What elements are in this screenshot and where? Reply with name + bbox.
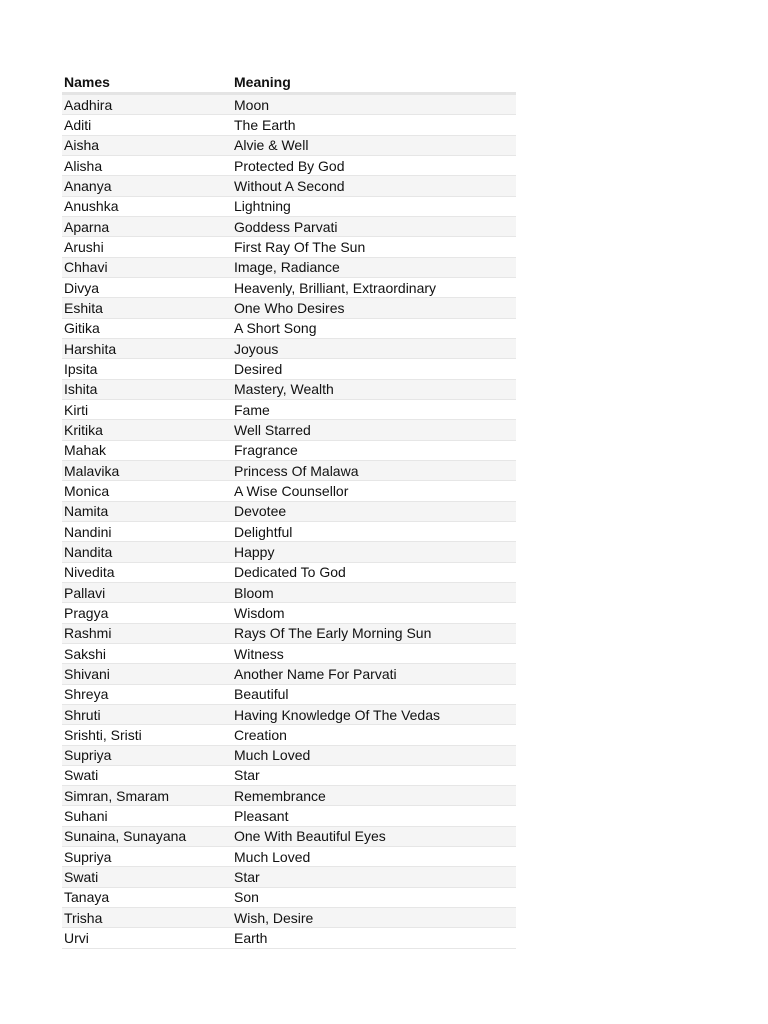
- name-cell: Swati: [64, 869, 99, 886]
- name-cell: Gitika: [64, 320, 100, 337]
- table-row: [62, 847, 516, 867]
- meaning-cell: A Wise Counsellor: [234, 482, 349, 499]
- name-cell: Eshita: [64, 299, 103, 316]
- name-cell: Shruti: [64, 706, 101, 723]
- table-row: [62, 217, 516, 237]
- meaning-cell: Devotee: [234, 503, 287, 520]
- table-row: [62, 644, 516, 664]
- name-cell: Kirti: [64, 401, 89, 418]
- table-row: [62, 481, 516, 501]
- name-cell: Ishita: [64, 381, 98, 398]
- name-cell: Shreya: [64, 686, 109, 703]
- table-row: [62, 563, 516, 583]
- meaning-cell: Fragrance: [234, 442, 298, 459]
- meaning-cell: Earth: [234, 930, 268, 947]
- name-cell: Arushi: [64, 238, 104, 255]
- meaning-cell: Fame: [234, 401, 270, 418]
- name-cell: Kritika: [64, 421, 103, 438]
- name-cell: Monica: [64, 482, 110, 499]
- meaning-cell: Lightning: [234, 198, 291, 215]
- name-cell: Pragya: [64, 604, 109, 621]
- meaning-cell: Delightful: [234, 523, 293, 540]
- meaning-cell: Pleasant: [234, 808, 289, 825]
- name-cell: Simran, Smaram: [64, 787, 170, 804]
- table-row: [62, 664, 516, 684]
- table-row: [62, 380, 516, 400]
- table-row: [62, 156, 516, 176]
- name-cell: Rashmi: [64, 625, 112, 642]
- table-row: [62, 95, 516, 115]
- table-row: [62, 867, 516, 887]
- meaning-cell: Having Knowledge Of The Vedas: [234, 706, 440, 723]
- table-row: [62, 298, 516, 318]
- meaning-cell: Princess Of Malawa: [234, 462, 359, 479]
- meaning-cell: Bloom: [234, 584, 274, 601]
- name-cell: Ananya: [64, 177, 112, 194]
- name-cell: Anushka: [64, 198, 119, 215]
- name-cell: Pallavi: [64, 584, 106, 601]
- table-row: [62, 420, 516, 440]
- name-cell: Srishti, Sristi: [64, 726, 142, 743]
- table-row: [62, 725, 516, 745]
- meaning-cell: Creation: [234, 726, 287, 743]
- name-cell: Namita: [64, 503, 109, 520]
- meaning-cell: Alvie & Well: [234, 137, 309, 154]
- name-cell: Supriya: [64, 848, 112, 865]
- table-row: [62, 258, 516, 278]
- name-cell: Chhavi: [64, 259, 108, 276]
- name-cell: Aditi: [64, 116, 92, 133]
- meaning-cell: One Who Desires: [234, 299, 345, 316]
- table-row: [62, 583, 516, 603]
- name-cell: Sakshi: [64, 645, 107, 662]
- name-cell: Divya: [64, 279, 100, 296]
- table-row: [62, 928, 516, 948]
- meaning-cell: The Earth: [234, 116, 296, 133]
- table-row: [62, 766, 516, 786]
- table-row: [62, 461, 516, 481]
- meaning-cell: Joyous: [234, 340, 279, 357]
- meaning-cell: Much Loved: [234, 848, 311, 865]
- table-row: [62, 908, 516, 928]
- table-row: [62, 278, 516, 298]
- meaning-cell: Rays Of The Early Morning Sun: [234, 625, 432, 642]
- table-row: [62, 176, 516, 196]
- meaning-cell: First Ray Of The Sun: [234, 238, 366, 255]
- meaning-cell: Witness: [234, 645, 284, 662]
- meaning-cell: Wish, Desire: [234, 909, 314, 926]
- table-row: [62, 237, 516, 257]
- table-row: [62, 806, 516, 826]
- table-row: [62, 685, 516, 705]
- meaning-cell: Without A Second: [234, 177, 345, 194]
- name-cell: Tanaya: [64, 889, 110, 906]
- table-row: [62, 339, 516, 359]
- table-row: [62, 624, 516, 644]
- meaning-cell: Son: [234, 889, 259, 906]
- meaning-cell: Beautiful: [234, 686, 289, 703]
- meaning-cell: Goddess Parvati: [234, 218, 338, 235]
- table-row: [62, 115, 516, 135]
- table-row: [62, 786, 516, 806]
- table-row: [62, 705, 516, 725]
- meaning-cell: Protected By God: [234, 157, 345, 174]
- meaning-cell: Happy: [234, 543, 275, 560]
- table-row: [62, 603, 516, 623]
- name-cell: Nandini: [64, 523, 112, 540]
- meaning-cell: Mastery, Wealth: [234, 381, 334, 398]
- name-cell: Swati: [64, 767, 99, 784]
- name-cell: Urvi: [64, 930, 89, 947]
- table-row: [62, 827, 516, 847]
- name-cell: Aisha: [64, 137, 100, 154]
- meaning-cell: Another Name For Parvati: [234, 665, 397, 682]
- meaning-cell: Well Starred: [234, 421, 311, 438]
- meaning-cell: Much Loved: [234, 747, 311, 764]
- name-cell: Alisha: [64, 157, 103, 174]
- name-cell: Harshita: [64, 340, 117, 357]
- name-cell: Sunaina, Sunayana: [64, 828, 187, 845]
- names-table: [62, 68, 516, 949]
- meaning-cell: Image, Radiance: [234, 259, 340, 276]
- meaning-cell: Remembrance: [234, 787, 326, 804]
- table-row: [62, 400, 516, 420]
- meaning-cell: Star: [234, 869, 260, 886]
- table-row: [62, 197, 516, 217]
- table-row: [62, 522, 516, 542]
- table-row: [62, 542, 516, 562]
- table-body: [62, 95, 516, 949]
- name-cell: Ipsita: [64, 360, 98, 377]
- name-cell: Nandita: [64, 543, 113, 560]
- table-row: [62, 359, 516, 379]
- name-cell: Nivedita: [64, 564, 115, 581]
- meaning-cell: Heavenly, Brilliant, Extraordinary: [234, 279, 437, 296]
- header-names: Names: [64, 74, 110, 90]
- table-row: [62, 746, 516, 766]
- table-header: [62, 68, 516, 95]
- meaning-cell: Wisdom: [234, 604, 285, 621]
- meaning-cell: A Short Song: [234, 320, 317, 337]
- meaning-cell: Moon: [234, 96, 270, 113]
- meaning-cell: One With Beautiful Eyes: [234, 828, 386, 845]
- table-row: [62, 136, 516, 156]
- name-cell: Aparna: [64, 218, 110, 235]
- name-cell: Suhani: [64, 808, 108, 825]
- table-row: [62, 502, 516, 522]
- meaning-cell: Desired: [234, 360, 283, 377]
- name-cell: Trisha: [64, 909, 103, 926]
- meaning-cell: Star: [234, 767, 260, 784]
- table-row: [62, 888, 516, 908]
- table-row: [62, 319, 516, 339]
- name-cell: Malavika: [64, 462, 120, 479]
- header-meaning: Meaning: [234, 74, 291, 90]
- name-cell: Mahak: [64, 442, 107, 459]
- name-cell: Aadhira: [64, 96, 113, 113]
- name-cell: Shivani: [64, 665, 110, 682]
- table-row: [62, 441, 516, 461]
- name-cell: Supriya: [64, 747, 112, 764]
- meaning-cell: Dedicated To God: [234, 564, 346, 581]
